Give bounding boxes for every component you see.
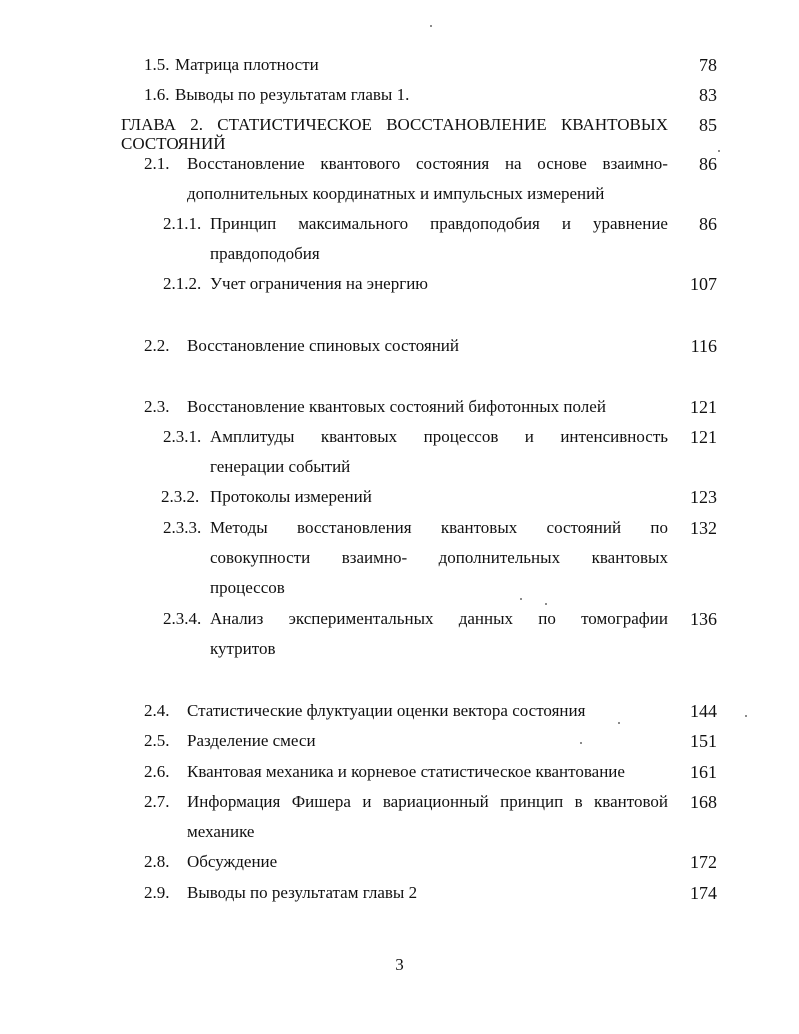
title-word: и — [561, 214, 571, 233]
title-word: принцип — [500, 792, 564, 811]
toc-title-line1 — [210, 518, 668, 538]
title-word: 2. — [190, 115, 203, 134]
toc-page-ref: 85 — [699, 115, 717, 135]
title-word: СТАТИСТИЧЕСКОЕ — [217, 115, 372, 134]
title-word: Восстановление — [187, 154, 305, 173]
title-word: Информация — [187, 792, 281, 811]
chapter-2-title-line2: СОСТОЯНИЙ — [121, 134, 226, 153]
toc-number: 2.8. — [144, 852, 170, 871]
toc-number: 2.7. — [144, 792, 170, 811]
toc-title: Выводы по результатам главы 1. — [175, 85, 410, 104]
title-word: в — [574, 792, 583, 811]
toc-page-ref: 86 — [699, 214, 717, 234]
toc-page-ref: 121 — [690, 397, 717, 417]
toc-title-line2: кутритов — [210, 639, 276, 658]
title-word: основе — [537, 154, 587, 173]
scan-speck — [580, 742, 582, 744]
title-word: Фишера — [291, 792, 351, 811]
toc-number: 2.6. — [144, 762, 170, 781]
toc-page-ref: 78 — [699, 55, 717, 75]
toc-page-ref: 136 — [690, 609, 717, 629]
title-word: квантовых — [591, 548, 668, 567]
toc-number: 2.9. — [144, 883, 170, 902]
title-word: квантовой — [594, 792, 668, 811]
chapter-2-title-line1 — [121, 115, 668, 135]
title-word: Амплитуды — [210, 427, 295, 446]
title-word: взаимно- — [341, 548, 408, 567]
page-number: 3 — [395, 955, 404, 974]
scan-speck — [745, 715, 747, 717]
toc-title-line2: дополнительных координатных и импульсных измерений — [187, 184, 605, 203]
toc-title: Разделение смеси — [187, 731, 316, 750]
toc-page-ref: 151 — [690, 731, 717, 751]
toc-title-line1 — [210, 427, 668, 447]
toc-page-ref: 132 — [690, 518, 717, 538]
toc-number: 1.5. — [144, 55, 170, 74]
toc-number: 2.3.3. — [163, 518, 202, 537]
scan-speck — [545, 603, 547, 605]
title-word: взаимно- — [602, 154, 668, 173]
toc-title: Матрица плотности — [175, 55, 319, 74]
toc-page-ref: 144 — [690, 701, 717, 721]
toc-title: Учет ограничения на энергию — [210, 274, 428, 293]
toc-page-ref: 161 — [690, 762, 717, 782]
toc-title: Статистические флуктуации оценки вектора состояния — [187, 701, 586, 720]
scan-speck — [520, 598, 522, 600]
title-word: максимального — [298, 214, 409, 233]
toc-number: 2.1. — [144, 154, 170, 173]
title-word: состояний — [546, 518, 622, 537]
toc-page-ref: 172 — [690, 852, 717, 872]
toc-title-line1 — [187, 154, 668, 174]
title-word: правдоподобия — [430, 214, 540, 233]
title-word: процессов — [423, 427, 499, 446]
title-word: и — [362, 792, 372, 811]
title-word: квантовых — [440, 518, 518, 537]
scan-speck — [430, 25, 432, 27]
toc-number: 2.3.2. — [161, 487, 200, 506]
title-word: по — [650, 518, 668, 537]
title-word: по — [538, 609, 556, 628]
title-word: состояния — [416, 154, 490, 173]
title-word: интенсивность — [560, 427, 668, 446]
toc-title: Восстановление спиновых состояний — [187, 336, 459, 355]
toc-title-line2: генерации событий — [210, 457, 351, 476]
title-word: дополнительных — [438, 548, 561, 567]
title-word: квантовых — [320, 427, 398, 446]
toc-title-line2: механике — [187, 822, 255, 841]
toc-number: 2.4. — [144, 701, 170, 720]
scan-speck — [618, 722, 620, 724]
title-word: Анализ — [210, 609, 264, 628]
toc-number: 2.1.1. — [163, 214, 202, 233]
title-word: ГЛАВА — [121, 115, 176, 134]
toc-title: Выводы по результатам главы 2 — [187, 883, 418, 902]
toc-title: Протоколы измерений — [210, 487, 372, 506]
toc-page-ref: 121 — [690, 427, 717, 447]
toc-page-ref: 107 — [690, 274, 717, 294]
title-word: данных — [458, 609, 514, 628]
toc-page-ref: 174 — [690, 883, 717, 903]
title-word: квантового — [320, 154, 401, 173]
toc-number: 2.1.2. — [163, 274, 202, 293]
title-word: Методы — [210, 518, 268, 537]
toc-title-line2: правдоподобия — [210, 244, 320, 263]
title-word: восстановления — [297, 518, 412, 537]
toc-page-ref: 116 — [690, 336, 717, 356]
title-word: и — [524, 427, 534, 446]
title-word: совокупности — [210, 548, 311, 567]
scan-speck — [718, 150, 720, 152]
toc-number: 2.3.4. — [163, 609, 202, 628]
toc-number: 2.5. — [144, 731, 170, 750]
title-word: ВОССТАНОВЛЕНИЕ — [386, 115, 547, 134]
toc-title-line1 — [210, 609, 668, 629]
title-word: КВАНТОВЫХ — [560, 115, 668, 134]
title-word: томографии — [581, 609, 668, 628]
title-word: на — [504, 154, 522, 173]
toc-page-ref: 83 — [699, 85, 717, 105]
title-word: экспериментальных — [288, 609, 434, 628]
toc-page-ref: 168 — [690, 792, 717, 812]
toc-number: 2.3. — [144, 397, 170, 416]
toc-title-line1 — [187, 792, 668, 812]
title-word: Принцип — [210, 214, 277, 233]
toc-title-line1 — [210, 214, 668, 234]
toc-title: Обсуждение — [187, 852, 278, 871]
toc-number: 1.6. — [144, 85, 170, 104]
toc-title: Восстановление квантовых состояний бифотонных полей — [187, 397, 606, 416]
title-word: вариационный — [382, 792, 489, 811]
toc-title-line3: процессов — [210, 578, 285, 597]
toc-title-line2 — [210, 548, 668, 568]
toc-page-ref: 86 — [699, 154, 717, 174]
toc-number: 2.3.1. — [163, 427, 202, 446]
title-word: уравнение — [593, 214, 668, 233]
toc-number: 2.2. — [144, 336, 170, 355]
toc-title: Квантовая механика и корневое статистическое квантование — [187, 762, 625, 781]
toc-page-ref: 123 — [690, 487, 717, 507]
